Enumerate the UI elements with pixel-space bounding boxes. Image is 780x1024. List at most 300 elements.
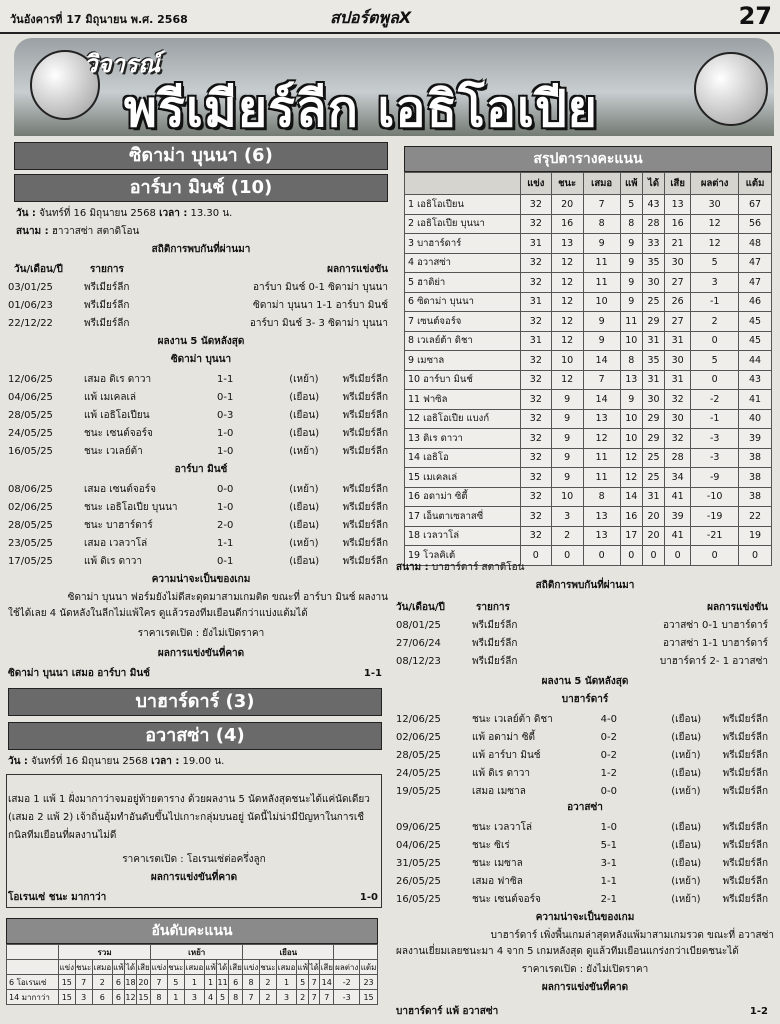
match1-form1-row	[8, 408, 388, 424]
preview-line3: กนิลทีมเยือนที่ผลงานไม่ดี	[8, 830, 117, 841]
standings-cell: 32	[521, 370, 552, 390]
match2-form-opponent: แพ้ อดาม่า ซิตี้	[472, 732, 535, 743]
match1-form-competition: พรีเมียร์ลีก	[342, 446, 388, 457]
standings-cell: 30	[643, 273, 665, 293]
match2-form-score: 0-2	[600, 750, 617, 761]
standings-cell: 28	[643, 214, 665, 234]
small-cell: 20	[136, 975, 150, 990]
match1-form-opponent: ชนะ เอธิโอเปีย บุนนา	[84, 502, 178, 513]
small-subheader: แต้ม	[360, 960, 378, 975]
preview-line1: เสมอ 1 แพ้ 1 ฝั่งมากาว่าจมอยู่ท้ายตาราง ด้วยผลงาน 5 นัดหลังสุดชนะได้แค่นัดเดียว	[8, 794, 370, 805]
small-cell: 12	[125, 990, 137, 1005]
small-cell: 1	[204, 975, 216, 990]
standings-cell: 0	[691, 331, 739, 351]
match2-form-date: 24/05/25	[396, 768, 441, 779]
preview-prediction: โอเรนเซ่ ชนะ มากาว่า 1-0	[8, 892, 378, 903]
standings-cell: 32	[521, 253, 552, 273]
standings-cell: 41	[739, 390, 772, 410]
match1-form2-row	[8, 554, 388, 570]
match2-form-score: 1-0	[600, 822, 617, 833]
match1-home-bar	[14, 142, 388, 170]
standings-cell: 32	[521, 214, 552, 234]
match1-form1-row	[8, 444, 388, 460]
match2-prediction: บาฮาร์ดาร์ แพ้ อวาสซ่า 1-2	[396, 1006, 768, 1017]
standings-table	[404, 172, 772, 566]
standings-cell: 2	[691, 312, 739, 332]
small-cell: 15	[360, 990, 378, 1005]
match1-h2h-date: 22/12/22	[8, 318, 53, 329]
standings-row	[405, 214, 772, 234]
standings-team: 11 ฟาซิล	[405, 390, 521, 410]
small-row	[7, 990, 378, 1005]
small-cell: 18	[125, 975, 137, 990]
standings-cell: 12	[551, 370, 583, 390]
standings-cell: 21	[665, 234, 691, 254]
small-cell: 6	[112, 975, 124, 990]
match1-form-score: 1-0	[217, 428, 234, 439]
small-cell: 3	[277, 990, 297, 1005]
standings-cell: 9	[583, 234, 620, 254]
standings-cell: 41	[665, 487, 691, 507]
match2-h2h-date: 08/12/23	[396, 656, 441, 667]
small-cell: 2	[297, 990, 309, 1005]
standings-cell: 10	[620, 331, 642, 351]
standings-team: 10 อาร์บา มินช์	[405, 370, 521, 390]
match1-form2-row	[8, 518, 388, 534]
match1-h2h-competition: พรีเมียร์ลีก	[84, 282, 130, 293]
standings-cell: 30	[665, 253, 691, 273]
match2-form-score: 5-1	[600, 840, 617, 851]
match2-form-opponent: แพ้ อาร์บา มินช์	[472, 750, 541, 761]
match2-form-date: 28/05/25	[396, 750, 441, 761]
small-cell: 5	[167, 975, 184, 990]
small-cell: -3	[334, 990, 360, 1005]
standings-cell: 29	[643, 409, 665, 429]
match1-form-venue: (เยือน)	[289, 520, 320, 531]
small-cell: 8	[229, 990, 243, 1005]
small-cell: 6	[229, 975, 243, 990]
standings-cell: 5	[620, 195, 642, 215]
match1-form-date: 23/05/25	[8, 538, 53, 549]
standings-cell: 30	[691, 195, 739, 215]
small-subheader: แพ้	[112, 960, 124, 975]
standings-cell: 10	[551, 487, 583, 507]
match2-form-date: 12/06/25	[396, 714, 441, 725]
match2-form-date: 26/05/25	[396, 876, 441, 887]
match1-form-venue: (เหย้า)	[289, 538, 319, 549]
small-cell: 1	[277, 975, 297, 990]
match1-form-venue: (เหย้า)	[289, 374, 319, 385]
match1-form-score: 1-1	[217, 374, 234, 385]
match2-h2h-result: อวาสซ่า 0-1 บาฮาร์ดาร์	[663, 620, 768, 631]
standings-cell: 47	[739, 273, 772, 293]
match1-form-competition: พรีเมียร์ลีก	[342, 410, 388, 421]
standings-cell: 32	[521, 507, 552, 527]
small-cell: 7	[75, 975, 92, 990]
standings-cell: 9	[583, 331, 620, 351]
small-group-0: รวม	[59, 945, 151, 960]
match1-away-team: อาร์บา มินช์ (10)	[129, 177, 273, 198]
match2-chance-title: ความน่าจะเป็นของเกม	[535, 912, 635, 923]
match2-form-date: 04/06/25	[396, 840, 441, 851]
match1-form-venue: (เยือน)	[289, 502, 320, 513]
match1-form-venue: (เหย้า)	[289, 446, 319, 457]
standings-cell: 13	[551, 234, 583, 254]
match1-team2-label: อาร์บา มินช์	[174, 464, 228, 475]
standings-col-header	[405, 173, 521, 195]
small-subheader: เสมอ	[92, 960, 112, 975]
small-cell: 7	[243, 990, 260, 1005]
match2-predict-title: ผลการแข่งขันที่คาด	[541, 982, 629, 993]
small-cell: 8	[151, 990, 168, 1005]
match1-datetime: วัน : จันทร์ที่ 16 มิถุนายน 2568 เวลา : 13.30 น.	[16, 208, 233, 219]
small-standings-table	[6, 944, 378, 1005]
standings-cell: 9	[551, 390, 583, 410]
match1-form-competition: พรีเมียร์ลีก	[342, 484, 388, 495]
match2-h2h-result: บาฮาร์ดาร์ 2- 1 อวาสซ่า	[659, 656, 768, 667]
standings-cell: 3	[691, 273, 739, 293]
standings-cell: 7	[583, 195, 620, 215]
match1-form-opponent: แพ้ เมเคลเล่	[84, 392, 137, 403]
standings-cell: 27	[665, 312, 691, 332]
standings-cell: 0	[643, 546, 665, 566]
match2-form-score: 1-2	[600, 768, 617, 779]
small-standings-title-bar	[6, 918, 378, 944]
standings-cell: 12	[620, 468, 642, 488]
standings-cell: 31	[643, 487, 665, 507]
issue-date: วันอังคารที่ 17 มิถุนายน พ.ศ. 2568	[10, 13, 188, 26]
standings-cell: 10	[583, 292, 620, 312]
small-blank	[7, 945, 59, 960]
standings-row	[405, 448, 772, 468]
standings-row	[405, 487, 772, 507]
match2-form-venue: (เหย้า)	[671, 786, 701, 797]
banner-title: พรีเมียร์ลีก เอธิโอเปีย	[124, 80, 598, 136]
standings-cell: 32	[521, 409, 552, 429]
small-cell: 3	[184, 990, 204, 1005]
match1-form-venue: (เยือน)	[289, 410, 320, 421]
match2-team1-label: บาฮาร์ดาร์	[561, 694, 609, 705]
match2-form-score: 0-2	[600, 732, 617, 743]
match1-form-date: 12/06/25	[8, 374, 53, 385]
standings-cell: 12	[551, 253, 583, 273]
small-cell: 7	[309, 990, 320, 1005]
small-cell: 6	[112, 990, 124, 1005]
banner-subtitle: วิจารณ์	[84, 50, 161, 78]
match1-form-competition: พรีเมียร์ลีก	[342, 502, 388, 513]
match1-form-score: 0-0	[217, 484, 234, 495]
standings-cell: 20	[551, 195, 583, 215]
standings-cell: 0	[583, 546, 620, 566]
standings-cell: 9	[551, 448, 583, 468]
standings-col-header: เสีย	[665, 173, 691, 195]
match1-form-opponent: ชนะ เซนต์จอร์จ	[84, 428, 153, 439]
match2-form2-row	[396, 856, 768, 872]
match1-form-date: 02/06/25	[8, 502, 53, 513]
match2-form-competition: พรีเมียร์ลีก	[722, 840, 768, 851]
standings-cell: 27	[665, 273, 691, 293]
standings-cell: 9	[620, 253, 642, 273]
standings-row	[405, 526, 772, 546]
match1-h2h-result: อาร์บา มินช์ 3- 3 ซิดาม่า บุนนา	[249, 318, 388, 329]
match2-form-opponent: ชนะ เวลวาโล่	[472, 822, 533, 833]
standings-title-bar	[404, 146, 772, 172]
standings-cell: 12	[691, 214, 739, 234]
match2-h2h-row	[396, 636, 768, 652]
standings-cell: 33	[643, 234, 665, 254]
match2-h2h-title: สถิติการพบกันที่ผ่านมา	[535, 580, 635, 591]
small-subheader: เสีย	[320, 960, 334, 975]
standings-cell: -2	[691, 390, 739, 410]
match2-form1-row	[396, 712, 768, 728]
match2-form2-row	[396, 874, 768, 890]
match1-form-date: 28/05/25	[8, 520, 53, 531]
small-cell: 3	[75, 990, 92, 1005]
match1-form-opponent: เสมอ ดิเร ดาวา	[84, 374, 152, 385]
match1-h2h-competition: พรีเมียร์ลีก	[84, 300, 130, 311]
standings-cell: 0	[620, 546, 642, 566]
standings-cell: 38	[739, 448, 772, 468]
standings-cell: 32	[521, 195, 552, 215]
small-cell: 15	[136, 990, 150, 1005]
match1-form-opponent: แพ้ ดิเร ดาวา	[84, 556, 143, 567]
standings-cell: 22	[739, 507, 772, 527]
match2-form2-row	[396, 892, 768, 908]
standings-cell: 32	[521, 273, 552, 293]
standings-team: 13 ดิเร ดาวา	[405, 429, 521, 449]
match2-h2h-competition: พรีเมียร์ลีก	[472, 620, 518, 631]
match2-form2-row	[396, 838, 768, 854]
standings-cell: 8	[583, 214, 620, 234]
standings-col-header: แพ้	[620, 173, 642, 195]
match2-datetime: วัน : จันทร์ที่ 16 มิถุนายน 2568 เวลา : 19.00 น.	[8, 756, 225, 767]
standings-row	[405, 370, 772, 390]
standings-row	[405, 409, 772, 429]
small-subheader: แพ้	[204, 960, 216, 975]
match2-form-date: 19/05/25	[396, 786, 441, 797]
standings-cell: 12	[551, 273, 583, 293]
match1-chance-line1: ซิดาม่า บุนนา ฟอร์มยังไม่ดีสะดุดมาสามเกมติด ขณะที่ อาร์บา มินช์ ผลงาน	[67, 592, 388, 603]
match1-h2h-result: ซิดาม่า บุนนา 1-1 อาร์บา มินช์	[253, 300, 388, 311]
standings-team: 8 เวเลย์ต้า ดิชา	[405, 331, 521, 351]
match1-h2h-date: 01/06/23	[8, 300, 53, 311]
small-subheader: ชนะ	[75, 960, 92, 975]
standings-cell: 31	[521, 292, 552, 312]
page-number: 27	[738, 2, 772, 30]
standings-cell: 31	[521, 234, 552, 254]
small-cell: 7	[151, 975, 168, 990]
standings-col-header: แข่ง	[521, 173, 552, 195]
match2-venue: สนาม : บาฮาร์ดาร์ สตาดิโอน	[396, 562, 525, 573]
standings-cell: 29	[643, 429, 665, 449]
small-subheader: ชนะ	[259, 960, 276, 975]
small-subheader: ผลต่าง	[334, 960, 360, 975]
match2-form-score: 2-1	[600, 894, 617, 905]
standings-cell: 9	[620, 273, 642, 293]
match1-team1-label: ซิดาม่า บุนนา	[170, 354, 232, 365]
match2-h2h-result: อวาสซ่า 1-1 บาฮาร์ดาร์	[663, 638, 768, 649]
standings-row	[405, 351, 772, 371]
match2-form-date: 31/05/25	[396, 858, 441, 869]
standings-cell: 13	[665, 195, 691, 215]
match2-home-team: บาฮาร์ดาร์ (3)	[135, 691, 255, 712]
standings-cell: -3	[691, 448, 739, 468]
standings-team: 1 เอธิโอเปียน	[405, 195, 521, 215]
small-cell: 1	[167, 990, 184, 1005]
match2-form1-row	[396, 730, 768, 746]
small-blank	[7, 960, 59, 975]
standings-row	[405, 292, 772, 312]
match1-h2h-competition: พรีเมียร์ลีก	[84, 318, 130, 329]
small-subheader: ชนะ	[167, 960, 184, 975]
preview-line2: (เสมอ 2 แพ้ 2) เจ้าถิ่นอุ้มทำอันดับขึ้นไปเกาะกลุ่มบนอยู่ นัดนี้ไม่น่ามีปัญหาในการเชื	[8, 812, 365, 823]
standings-team: 19 โวลคิเต้	[405, 546, 521, 566]
small-subheader: ได้	[309, 960, 320, 975]
standings-cell: 11	[583, 253, 620, 273]
match1-form-opponent: ชนะ บาฮาร์ดาร์	[84, 520, 153, 531]
small-cell: 23	[360, 975, 378, 990]
match1-form-date: 17/05/25	[8, 556, 53, 567]
match1-form-competition: พรีเมียร์ลีก	[342, 374, 388, 385]
standings-cell: 39	[665, 507, 691, 527]
standings-cell: 48	[739, 234, 772, 254]
standings-cell: 20	[643, 507, 665, 527]
match1-away-bar	[14, 174, 388, 202]
match1-form-opponent: แพ้ เอธิโอเปียน	[84, 410, 150, 421]
small-cell: 15	[59, 990, 76, 1005]
standings-cell: 13	[583, 409, 620, 429]
match1-h2h-result: อาร์บา มินช์ 0-1 ซิดาม่า บุนนา	[253, 282, 388, 293]
standings-cell: 30	[665, 409, 691, 429]
standings-cell: 38	[739, 487, 772, 507]
standings-cell: 46	[739, 292, 772, 312]
standings-cell: 41	[665, 526, 691, 546]
standings-cell: 35	[643, 351, 665, 371]
standings-cell: 26	[665, 292, 691, 312]
match2-form-opponent: ชนะ เมซาล	[472, 858, 523, 869]
standings-row	[405, 468, 772, 488]
standings-cell: 29	[643, 312, 665, 332]
match1-form1-row	[8, 372, 388, 388]
standings-cell: 12	[620, 448, 642, 468]
standings-cell: 11	[583, 273, 620, 293]
match1-form1-row	[8, 426, 388, 442]
match2-form-opponent: ชนะ เซนต์จอร์จ	[472, 894, 541, 905]
match1-form-score: 0-1	[217, 392, 234, 403]
match1-form-opponent: เสมอ เซนต์จอร์จ	[84, 484, 156, 495]
match2-form-score: 3-1	[600, 858, 617, 869]
standings-cell: 9	[620, 234, 642, 254]
standings-cell: 8	[620, 214, 642, 234]
standings-col-header: ได้	[643, 173, 665, 195]
standings-cell: 31	[665, 331, 691, 351]
match1-form-date: 16/05/25	[8, 446, 53, 457]
small-cell: 2	[259, 990, 276, 1005]
standings-cell: 31	[643, 331, 665, 351]
standings-cell: 38	[739, 468, 772, 488]
match1-form-venue: (เยือน)	[289, 556, 320, 567]
match2-form-competition: พรีเมียร์ลีก	[722, 876, 768, 887]
small-cell: 2	[259, 975, 276, 990]
standings-team: 18 เวลวาโล่	[405, 526, 521, 546]
match2-form-date: 02/06/25	[396, 732, 441, 743]
small-cell: 2	[92, 975, 112, 990]
standings-cell: 25	[643, 468, 665, 488]
standings-cell: 10	[551, 351, 583, 371]
standings-cell: 44	[739, 351, 772, 371]
small-cell: 4	[204, 990, 216, 1005]
match1-chance-title: ความน่าจะเป็นของเกม	[151, 574, 251, 585]
match1-predict-title: ผลการแข่งขันที่คาด	[157, 648, 245, 659]
match2-form1-row	[396, 748, 768, 764]
match2-h2h-row	[396, 654, 768, 670]
standings-cell: 12	[583, 429, 620, 449]
small-subheader-row	[7, 960, 378, 975]
standings-team: 3 บาฮาร์ดาร์	[405, 234, 521, 254]
match2-odds: ราคาเรตเปิด : ยังไม่เปิดราคา	[521, 964, 649, 975]
small-team: 14 มากาว่า	[7, 990, 59, 1005]
small-group-2: เยือน	[243, 945, 334, 960]
small-cell: 7	[309, 975, 320, 990]
small-cell: 15	[59, 975, 76, 990]
standings-team: 17 เอ็นตาเซลาสซี่	[405, 507, 521, 527]
small-group-1: เหย้า	[151, 945, 243, 960]
standings-cell: -1	[691, 292, 739, 312]
standings-cell: 9	[551, 429, 583, 449]
standings-cell: 28	[665, 448, 691, 468]
small-subheader: แข่ง	[243, 960, 260, 975]
standings-cell: -1	[691, 409, 739, 429]
standings-cell: -3	[691, 429, 739, 449]
standings-row	[405, 429, 772, 449]
standings-col-header: เสมอ	[583, 173, 620, 195]
small-standings-title: อันดับคะแนน	[151, 923, 233, 939]
standings-cell: 32	[665, 429, 691, 449]
standings-cell: 35	[643, 253, 665, 273]
standings-cell: -19	[691, 507, 739, 527]
match1-chance-line2: ใช้ได้เลย 4 นัดหลังในลีกไม่แพ้ใคร ดูแล้วรองทีมเยือนดีกว่าแบ่งแต้มได้	[8, 608, 308, 619]
standings-cell: 9	[583, 312, 620, 332]
match2-away-team: อวาสซ่า (4)	[145, 725, 245, 746]
standings-cell: 0	[691, 370, 739, 390]
standings-team: 14 เอธิโอ	[405, 448, 521, 468]
match2-home-bar	[8, 688, 382, 716]
standings-cell: 25	[643, 448, 665, 468]
match2-form-title: ผลงาน 5 นัดหลังสุด	[541, 676, 629, 687]
standings-cell: 12	[551, 312, 583, 332]
standings-cell: 11	[583, 468, 620, 488]
match1-form-title: ผลงาน 5 นัดหลังสุด	[157, 336, 245, 347]
standings-cell: 45	[739, 312, 772, 332]
match1-form-score: 0-3	[217, 410, 234, 421]
match1-form-score: 1-0	[217, 502, 234, 513]
standings-cell: 5	[691, 351, 739, 371]
match1-form-venue: (เหย้า)	[289, 484, 319, 495]
match1-form-score: 1-0	[217, 446, 234, 457]
match1-form-score: 1-1	[217, 538, 234, 549]
match2-form-venue: (เยือน)	[671, 858, 702, 869]
match2-h2h-date: 08/01/25	[396, 620, 441, 631]
match2-form-opponent: เสมอ เมซาล	[472, 786, 526, 797]
match1-prediction: ซิดาม่า บุนนา เสมอ อาร์บา มินช์ 1-1	[8, 668, 382, 679]
small-subheader: ได้	[217, 960, 229, 975]
small-subheader: เสมอ	[184, 960, 204, 975]
standings-cell: 43	[739, 370, 772, 390]
standings-team: 7 เซนต์จอร์จ	[405, 312, 521, 332]
match1-form-competition: พรีเมียร์ลีก	[342, 538, 388, 549]
standings-cell: 32	[521, 351, 552, 371]
standings-cell: -21	[691, 526, 739, 546]
